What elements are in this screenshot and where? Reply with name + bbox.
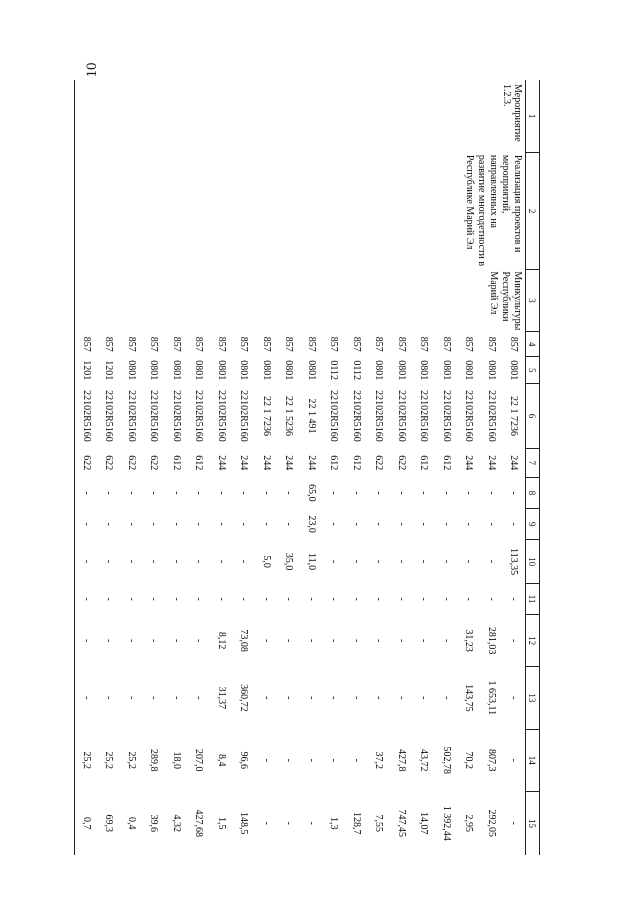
measure-name-cell: Реализация проектов и мероприятий, направленных на развитие многодетности в Республике Марий Эл [464, 154, 523, 267]
table-cell-col-9: - [328, 522, 340, 526]
table-cell-col-5: 0801 [170, 360, 182, 381]
table-cell-col-5: 0801 [418, 360, 430, 381]
table-cell-col-8: - [80, 491, 92, 495]
budget-table-rotated [80, 80, 540, 855]
table-cell-col-11: - [148, 597, 160, 601]
table-cell-col-4: 857 [193, 336, 205, 352]
table-cell-col-4: 857 [440, 336, 452, 352]
table-cell-col-14: 502,78 [440, 746, 452, 774]
table-cell-col-14: - [328, 758, 340, 762]
table-cell-col-7: 622 [80, 455, 92, 471]
table-cell-col-9: - [508, 522, 520, 526]
table-cell-col-8: - [103, 491, 115, 495]
table-cell-col-5: 0801 [440, 360, 452, 381]
table-cell-col-12: 281,03 [485, 626, 497, 655]
table-cell-col-15: - [283, 821, 295, 825]
table-cell-col-13: 143,75 [463, 684, 475, 712]
table-cell-col-4: 857 [215, 336, 227, 352]
table-cell-col-5: 0801 [125, 360, 137, 381]
table-cell-col-8: - [440, 491, 452, 495]
table-cell-col-7: 244 [508, 455, 520, 471]
table-cell-col-10: - [350, 559, 362, 564]
table-cell-col-4: 857 [463, 336, 475, 352]
table-cell-col-14: 25,2 [80, 751, 92, 769]
table-cell-col-10: - [395, 559, 407, 564]
table-cell-col-6: 22102R5160 [193, 390, 205, 442]
table-cell-col-13: - [418, 696, 430, 700]
table-cell-col-4: 857 [418, 336, 430, 352]
table-cell-col-13: - [103, 696, 115, 700]
table-cell-col-5: 0801 [215, 360, 227, 381]
column-header-4: 4 [526, 332, 540, 357]
table-cell-col-15: 148,5 [238, 811, 250, 835]
table-cell-col-5: 0801 [148, 360, 160, 381]
table-cell-col-13: - [305, 696, 317, 700]
table-cell-col-15: 0,7 [80, 816, 92, 830]
table-cell-col-6: 22102R5160 [328, 390, 340, 442]
column-header-9: 9 [526, 509, 540, 540]
table-cell-col-14: - [508, 758, 520, 762]
table-cell-col-11: - [305, 597, 317, 601]
table-cell-col-7: 244 [305, 455, 317, 471]
table-cell-col-4: 857 [238, 336, 250, 352]
table-cell-col-15: - [305, 821, 317, 825]
table-cell-col-10: - [125, 559, 137, 564]
table-cell-col-6: 22102R5160 [170, 390, 182, 442]
table-cell-col-15: 0,4 [125, 816, 137, 830]
table-cell-col-15: 1,5 [215, 816, 227, 830]
table-cell-col-14: 807,3 [485, 748, 497, 772]
table-cell-col-9: - [440, 522, 452, 526]
table-cell-col-12: - [305, 638, 317, 643]
table-cell-col-13: - [80, 696, 92, 700]
table-cell-col-12: - [148, 638, 160, 643]
table-cell-col-9: - [125, 522, 137, 526]
table-cell-col-4: 857 [350, 336, 362, 352]
table-cell-col-14: - [260, 758, 272, 762]
table-cell-col-9: - [373, 522, 385, 526]
column-header-12: 12 [526, 615, 540, 667]
table-cell-col-7: 622 [148, 455, 160, 471]
table-cell-col-13: - [373, 696, 385, 700]
table-cell-col-4: 857 [103, 336, 115, 352]
table-cell-col-14: 8,4 [215, 753, 227, 767]
table-cell-col-10: - [170, 559, 182, 564]
table-cell-col-6: 22102R5160 [103, 390, 115, 442]
table-cell-col-11: - [395, 597, 407, 601]
table-cell-col-5: 0801 [260, 360, 272, 381]
table-cell-col-4: 857 [148, 336, 160, 352]
table-cell-col-8: - [148, 491, 160, 495]
column-header-10: 10 [526, 540, 540, 584]
table-cell-col-8: - [508, 491, 520, 495]
table-cell-col-11: - [215, 597, 227, 601]
table-cell-col-7: 244 [215, 455, 227, 471]
table-cell-col-5: 0801 [373, 360, 385, 381]
column-header-15: 15 [526, 791, 540, 855]
table-cell-col-8: - [418, 491, 430, 495]
table-cell-col-11: - [463, 597, 475, 601]
table-cell-col-5: 0801 [463, 360, 475, 381]
table-cell-col-8: - [170, 491, 182, 495]
table-cell-col-6: 22102R5160 [418, 390, 430, 442]
table-cell-col-9: - [350, 522, 362, 526]
table-cell-col-10: - [373, 559, 385, 564]
table-cell-col-12: - [103, 638, 115, 643]
table-cell-col-7: 244 [283, 455, 295, 471]
table-cell-col-11: - [170, 597, 182, 601]
table-cell-col-8: - [215, 491, 227, 495]
table-cell-col-11: - [193, 597, 205, 601]
table-cell-col-7: 612 [440, 455, 452, 471]
table-cell-col-12: - [328, 638, 340, 643]
table-cell-col-7: 612 [418, 455, 430, 471]
table-cell-col-11: - [103, 597, 115, 601]
table-cell-col-13: 1 653,11 [485, 680, 497, 716]
column-header-7: 7 [526, 448, 540, 477]
column-header-5: 5 [526, 357, 540, 384]
table-cell-col-11: - [283, 597, 295, 601]
table-cell-col-5: 0801 [395, 360, 407, 381]
table-cell-col-9: - [148, 522, 160, 526]
table-cell-col-9: - [418, 522, 430, 526]
table-cell-col-11: - [485, 597, 497, 601]
table-cell-col-15: 128,7 [350, 811, 362, 835]
table-cell-col-14: - [283, 758, 295, 762]
table-cell-col-7: 622 [103, 455, 115, 471]
table-cell-col-7: 244 [260, 455, 272, 471]
table-cell-col-13: - [283, 696, 295, 700]
table-cell-col-6: 22102R5160 [440, 390, 452, 442]
table-cell-col-6: 22102R5160 [215, 390, 227, 442]
table-cell-col-15: 7,55 [373, 814, 385, 832]
table-cell-col-15: 14,07 [418, 811, 430, 835]
table-bottom-rule [73, 80, 75, 855]
table-cell-col-7: 622 [373, 455, 385, 471]
table-cell-col-9: - [463, 522, 475, 526]
table-cell-col-11: - [125, 597, 137, 601]
table-cell-col-12: - [283, 638, 295, 643]
measure-number-cell: Мероприятие 1.2.3. [501, 84, 523, 142]
table-cell-col-7: 612 [328, 455, 340, 471]
table-cell-col-7: 244 [485, 455, 497, 471]
table-cell-col-11: - [418, 597, 430, 601]
table-cell-col-6: 22102R5160 [125, 390, 137, 442]
table-cell-col-5: 0801 [485, 360, 497, 381]
table-cell-col-9: - [215, 522, 227, 526]
table-cell-col-15: 39,6 [148, 814, 160, 832]
table-cell-col-9: - [260, 522, 272, 526]
table-cell-col-15: - [260, 821, 272, 825]
table-cell-col-9: - [395, 522, 407, 526]
table-cell-col-12: - [125, 638, 137, 643]
table-cell-col-10: - [485, 559, 497, 564]
table-cell-col-8: - [395, 491, 407, 495]
table-cell-col-10: - [215, 559, 227, 564]
table-cell-col-8: - [350, 491, 362, 495]
table-cell-col-9: - [485, 522, 497, 526]
table-cell-col-6: 22102R5160 [350, 390, 362, 442]
table-cell-col-6: 22102R5160 [395, 390, 407, 442]
table-cell-col-13: - [395, 696, 407, 700]
table-cell-col-10: - [463, 559, 475, 564]
table-cell-col-12: - [440, 638, 452, 643]
table-cell-col-6: 22 1 491 [305, 398, 317, 434]
table-cell-col-13: - [328, 696, 340, 700]
table-cell-col-15: - [508, 821, 520, 825]
budget-table [73, 80, 540, 855]
table-cell-col-10: - [328, 559, 340, 564]
table-cell-col-6: 22102R5160 [485, 390, 497, 442]
table-cell-col-5: 0801 [283, 360, 295, 381]
table-cell-col-12: 31,23 [463, 629, 475, 652]
table-cell-col-10: - [148, 559, 160, 564]
table-cell-col-8: - [260, 491, 272, 495]
table-cell-col-5: 1201 [80, 360, 92, 381]
table-cell-col-12: 8,12 [215, 631, 227, 650]
table-cell-col-12: - [170, 638, 182, 643]
table-cell-col-9: - [170, 522, 182, 526]
table-cell-col-4: 857 [328, 336, 340, 352]
table-cell-col-10: 35,0 [283, 552, 295, 571]
table-cell-col-4: 857 [125, 336, 137, 352]
table-cell-col-7: 622 [125, 455, 137, 471]
table-cell-col-13: - [148, 696, 160, 700]
table-cell-col-10: 11,0 [305, 553, 317, 571]
column-header-11: 11 [526, 583, 540, 614]
table-cell-col-7: 244 [463, 455, 475, 471]
table-cell-col-4: 857 [508, 336, 520, 352]
table-cell-col-10: - [193, 559, 205, 564]
table-cell-col-5: 0801 [305, 360, 317, 381]
table-cell-col-8: - [373, 491, 385, 495]
column-header-1: 1 [526, 80, 540, 153]
column-header-13: 13 [526, 667, 540, 729]
table-cell-col-8: 65,0 [305, 484, 317, 502]
table-cell-col-12: - [373, 638, 385, 643]
table-cell-col-12: - [260, 638, 272, 643]
table-cell-col-13: - [260, 696, 272, 700]
table-cell-col-15: 1,3 [328, 816, 340, 830]
column-header-8: 8 [526, 477, 540, 508]
table-cell-col-14: 427,8 [395, 748, 407, 772]
table-cell-col-9: 23,0 [305, 515, 317, 533]
table-cell-col-13: - [440, 696, 452, 700]
table-cell-col-7: 612 [193, 455, 205, 471]
table-cell-col-13: - [350, 696, 362, 700]
table-cell-col-12: - [418, 638, 430, 643]
table-cell-col-12: - [193, 638, 205, 643]
table-cell-col-14: 25,2 [125, 751, 137, 769]
table-cell-col-8: - [125, 491, 137, 495]
table-cell-col-6: 22102R5160 [238, 390, 250, 442]
table-row [503, 80, 526, 855]
table-cell-col-13: 31,37 [215, 686, 227, 710]
table-cell-col-13: - [193, 696, 205, 700]
executor-cell: Минкультуры Республики Марий Эл [488, 271, 523, 331]
table-cell-col-4: 857 [485, 336, 497, 352]
table-cell-col-4: 857 [373, 336, 385, 352]
table-cell-col-8: - [193, 491, 205, 495]
table-cell-col-9: - [238, 522, 250, 526]
table-cell-col-5: 0112 [350, 360, 362, 381]
table-cell-col-11: - [80, 597, 92, 601]
table-cell-col-6: 22102R5160 [148, 390, 160, 442]
table-cell-col-10: 113,35 [508, 548, 520, 576]
table-cell-col-8: - [463, 491, 475, 495]
table-cell-col-8: - [328, 491, 340, 495]
table-cell-col-14: 25,2 [103, 751, 115, 769]
table-cell-col-14: 37,2 [373, 751, 385, 769]
table-cell-col-11: - [260, 597, 272, 601]
table-cell-col-15: 69,3 [103, 814, 115, 832]
column-header-2: 2 [526, 153, 540, 270]
table-cell-col-4: 857 [260, 336, 272, 352]
table-cell-col-5: 0801 [238, 360, 250, 381]
table-cell-col-11: - [440, 597, 452, 601]
column-header-3: 3 [526, 269, 540, 331]
table-cell-col-9: - [193, 522, 205, 526]
table-cell-col-4: 857 [395, 336, 407, 352]
table-cell-col-14: 43,72 [418, 748, 430, 772]
table-cell-col-12: - [508, 638, 520, 643]
table-cell-col-9: - [103, 522, 115, 526]
table-cell-col-8: - [283, 491, 295, 495]
table-cell-col-10: 5,0 [260, 555, 272, 568]
table-cell-col-7: 622 [395, 455, 407, 471]
table-cell-col-10: - [440, 559, 452, 564]
table-cell-col-4: 857 [283, 336, 295, 352]
table-cell-col-6: 22102R5160 [463, 390, 475, 442]
column-header-14: 14 [526, 729, 540, 791]
table-cell-col-13: - [508, 696, 520, 700]
table-cell-col-15: 4,32 [170, 814, 182, 832]
table-cell-col-12: - [350, 638, 362, 643]
table-cell-col-10: - [80, 559, 92, 564]
table-cell-col-14: 289,8 [148, 748, 160, 772]
table-cell-col-15: 427,68 [193, 809, 205, 837]
table-cell-col-12: - [80, 638, 92, 643]
table-cell-col-13: - [125, 696, 137, 700]
page-number: 10 [84, 62, 100, 78]
table-cell-col-8: - [238, 491, 250, 495]
table-cell-col-14: - [350, 758, 362, 762]
table-cell-col-5: 1201 [103, 360, 115, 381]
column-header-6: 6 [526, 384, 540, 448]
table-body [75, 80, 526, 855]
table-cell-col-7: 612 [170, 455, 182, 471]
table-cell-col-6: 22102R5160 [373, 390, 385, 442]
table-cell-col-10: - [103, 559, 115, 564]
table-cell-col-4: 857 [80, 336, 92, 352]
table-cell-col-11: - [373, 597, 385, 601]
table-cell-col-15: 747,45 [395, 809, 407, 837]
table-cell-col-5: 0801 [508, 360, 520, 381]
table-cell-col-14: 207,0 [193, 748, 205, 772]
table-cell-col-5: 0801 [193, 360, 205, 381]
table-cell-col-4: 857 [170, 336, 182, 352]
table-cell-col-12: - [395, 638, 407, 643]
table-cell-col-14: 70,2 [463, 751, 475, 769]
table-cell-col-11: - [508, 597, 520, 601]
table-cell-col-15: 1 392,44 [440, 805, 452, 841]
table-cell-col-14: 18,0 [170, 751, 182, 769]
table-cell-col-13: 360,72 [238, 684, 250, 712]
column-number-row [526, 80, 540, 855]
table-cell-col-14: 96,6 [238, 751, 250, 769]
table-cell-col-9: - [80, 522, 92, 526]
table-cell-col-7: 612 [350, 455, 362, 471]
table-cell-col-15: 292,05 [485, 809, 497, 837]
table-cell-col-9: - [283, 522, 295, 526]
table-cell-col-10: - [418, 559, 430, 564]
table-cell-col-6: 22102R5160 [80, 390, 92, 442]
table-cell-col-4: 857 [305, 336, 317, 352]
table-cell-col-6: 22 1 7236 [508, 395, 520, 436]
table-cell-col-12: 73,08 [238, 629, 250, 652]
table-cell-col-11: - [350, 597, 362, 601]
table-cell-col-7: 244 [238, 455, 250, 471]
table-cell-col-15: 2,95 [463, 814, 475, 832]
table-cell-col-14: - [305, 758, 317, 762]
table-cell-col-11: - [238, 597, 250, 601]
table-cell-col-8: - [485, 491, 497, 495]
table-cell-col-10: - [238, 559, 250, 564]
table-cell-col-6: 22 1 7236 [260, 395, 272, 436]
table-cell-col-6: 22 1 5236 [283, 395, 295, 436]
table-cell-col-11: - [328, 597, 340, 601]
table-cell-col-5: 0112 [328, 360, 340, 381]
table-cell-col-13: - [170, 696, 182, 700]
